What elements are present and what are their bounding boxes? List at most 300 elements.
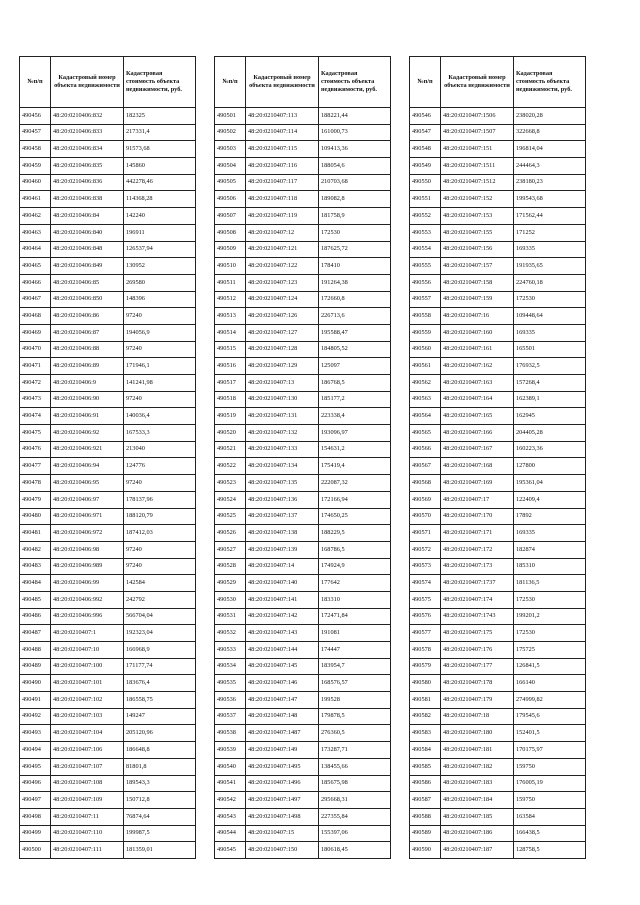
row-number-cell: 490503 — [215, 141, 246, 158]
row-number-cell: 490546 — [410, 108, 441, 125]
cadastral-value-cell: 210703,68 — [319, 174, 391, 191]
cadastral-value-cell: 172530 — [514, 625, 586, 642]
cadastral-number-cell: 48:20:0210407:141 — [246, 591, 319, 608]
cadastral-value-cell: 217331,4 — [124, 124, 196, 141]
cadastral-number-cell: 48:20:0210407:167 — [441, 441, 514, 458]
cadastral-value-cell: 223338,4 — [319, 408, 391, 425]
cadastral-table-1 — [19, 56, 196, 859]
row-number-cell: 490588 — [410, 808, 441, 825]
cadastral-number-cell: 48:20:0210407:158 — [441, 274, 514, 291]
table-row — [410, 274, 586, 291]
cadastral-number-cell: 48:20:0210407:149 — [246, 742, 319, 759]
table-header-row — [20, 57, 196, 108]
row-number-cell: 490515 — [215, 341, 246, 358]
row-number-cell: 490544 — [215, 825, 246, 842]
row-number-cell: 490538 — [215, 725, 246, 742]
cadastral-value-cell: 97240 — [124, 475, 196, 492]
cadastral-number-cell: 48:20:0210407:119 — [246, 208, 319, 225]
cadastral-number-cell: 48:20:0210407:150 — [246, 842, 319, 859]
cadastral-value-cell: 189082,8 — [319, 191, 391, 208]
table-row — [20, 525, 196, 542]
table-row — [410, 608, 586, 625]
cadastral-value-cell: 182325 — [124, 108, 196, 125]
table-row — [20, 608, 196, 625]
cadastral-number-cell: 48:20:0210406:833 — [51, 124, 124, 141]
cadastral-value-cell: 154631,2 — [319, 441, 391, 458]
row-number-cell: 490568 — [410, 475, 441, 492]
table-row — [215, 291, 391, 308]
table-row — [20, 158, 196, 175]
table-row — [20, 108, 196, 125]
table-row — [20, 141, 196, 158]
cadastral-number-cell: 48:20:0210407:136 — [246, 491, 319, 508]
cadastral-value-cell: 125097 — [319, 358, 391, 375]
cadastral-number-cell: 48:20:0210407:146 — [246, 675, 319, 692]
cadastral-number-cell: 48:20:0210407:122 — [246, 258, 319, 275]
cadastral-number-cell: 48:20:0210406:95 — [51, 475, 124, 492]
cadastral-number-cell: 48:20:0210406:85 — [51, 274, 124, 291]
table-row — [215, 725, 391, 742]
table-row — [20, 324, 196, 341]
cadastral-value-cell: 127800 — [514, 458, 586, 475]
table-row — [215, 792, 391, 809]
row-number-cell: 490519 — [215, 408, 246, 425]
cadastral-value-cell: 242792 — [124, 591, 196, 608]
row-number-cell: 490569 — [410, 491, 441, 508]
cadastral-value-cell: 142584 — [124, 575, 196, 592]
row-number-cell: 490527 — [215, 541, 246, 558]
cadastral-value-cell: 194056,9 — [124, 324, 196, 341]
row-number-cell: 490541 — [215, 775, 246, 792]
cadastral-number-cell: 48:20:0210407:135 — [246, 475, 319, 492]
table-row — [410, 441, 586, 458]
cadastral-number-cell: 48:20:0210407:134 — [246, 458, 319, 475]
cadastral-value-cell: 186648,8 — [124, 742, 196, 759]
row-number-cell: 490520 — [215, 425, 246, 442]
table-row — [20, 491, 196, 508]
cadastral-number-cell: 48:20:0210407:131 — [246, 408, 319, 425]
cadastral-value-cell: 199543,68 — [514, 191, 586, 208]
table-row — [20, 208, 196, 225]
table-row — [215, 108, 391, 125]
cadastral-value-cell: 155397,06 — [319, 825, 391, 842]
table-row — [215, 591, 391, 608]
cadastral-value-cell: 181136,5 — [514, 575, 586, 592]
cadastral-value-cell: 149247 — [124, 708, 196, 725]
table-row — [215, 141, 391, 158]
row-number-cell: 490530 — [215, 591, 246, 608]
row-number-cell: 490586 — [410, 775, 441, 792]
table-row — [410, 808, 586, 825]
row-number-cell: 490573 — [410, 558, 441, 575]
table-row — [20, 558, 196, 575]
cadastral-number-cell: 48:20:0210407:1498 — [246, 808, 319, 825]
cadastral-number-cell: 48:20:0210407:172 — [441, 541, 514, 558]
row-number-cell: 490456 — [20, 108, 51, 125]
cadastral-value-cell: 227355,84 — [319, 808, 391, 825]
cadastral-number-cell: 48:20:0210407:133 — [246, 441, 319, 458]
cadastral-number-cell: 48:20:0210407:177 — [441, 658, 514, 675]
table-row — [215, 241, 391, 258]
row-number-cell: 490528 — [215, 558, 246, 575]
cadastral-value-cell: 109448,64 — [514, 308, 586, 325]
cadastral-number-cell: 48:20:0210407:171 — [441, 525, 514, 542]
cadastral-number-cell: 48:20:0210407:155 — [441, 224, 514, 241]
row-number-cell: 490556 — [410, 274, 441, 291]
cadastral-value-cell: 168576,57 — [319, 675, 391, 692]
cadastral-value-cell: 169335 — [514, 241, 586, 258]
cadastral-number-cell: 48:20:0210407:114 — [246, 124, 319, 141]
cadastral-number-cell: 48:20:0210407:1506 — [441, 108, 514, 125]
table-row — [215, 658, 391, 675]
cadastral-number-cell: 48:20:0210407:137 — [246, 508, 319, 525]
table-row — [215, 541, 391, 558]
table-row — [215, 174, 391, 191]
row-number-cell: 490469 — [20, 324, 51, 341]
cadastral-number-cell: 48:20:0210407:142 — [246, 608, 319, 625]
table-row — [410, 541, 586, 558]
cadastral-number-cell: 48:20:0210407:132 — [246, 425, 319, 442]
row-number-cell: 490516 — [215, 358, 246, 375]
row-number-cell: 490459 — [20, 158, 51, 175]
row-number-cell: 490536 — [215, 692, 246, 709]
cadastral-number-cell: 48:20:0210407:102 — [51, 692, 124, 709]
table-row — [410, 758, 586, 775]
cadastral-number-cell: 48:20:0210407:181 — [441, 742, 514, 759]
table-row — [20, 224, 196, 241]
cadastral-value-cell: 442278,46 — [124, 174, 196, 191]
row-number-cell: 490457 — [20, 124, 51, 141]
row-number-cell: 490558 — [410, 308, 441, 325]
row-number-cell: 490574 — [410, 575, 441, 592]
cadastral-number-cell: 48:20:0210407:175 — [441, 625, 514, 642]
cadastral-value-cell: 181758,9 — [319, 208, 391, 225]
table-row — [215, 375, 391, 392]
cadastral-number-cell: 48:20:0210407:157 — [441, 258, 514, 275]
cadastral-number-cell: 48:20:0210406:848 — [51, 241, 124, 258]
table-row — [215, 558, 391, 575]
cadastral-value-cell: 122409,4 — [514, 491, 586, 508]
table-row — [20, 742, 196, 759]
table-row — [20, 825, 196, 842]
cadastral-number-cell: 48:20:0210407:182 — [441, 758, 514, 775]
header-number: №п/п — [215, 57, 246, 108]
cadastral-number-cell: 48:20:0210407:161 — [441, 341, 514, 358]
table-row — [20, 475, 196, 492]
cadastral-number-cell: 48:20:0210407:116 — [246, 158, 319, 175]
cadastral-value-cell: 222087,32 — [319, 475, 391, 492]
cadastral-number-cell: 48:20:0210407:139 — [246, 541, 319, 558]
table-row — [215, 775, 391, 792]
cadastral-number-cell: 48:20:0210407:140 — [246, 575, 319, 592]
table-row — [410, 575, 586, 592]
cadastral-number-cell: 48:20:0210407:144 — [246, 642, 319, 659]
table-row — [20, 124, 196, 141]
header-cadastral-number: Кадастровый номер объекта недвижимости — [441, 57, 514, 108]
table-row — [215, 224, 391, 241]
cadastral-number-cell: 48:20:0210407:148 — [246, 708, 319, 725]
row-number-cell: 490473 — [20, 391, 51, 408]
cadastral-value-cell: 199987,5 — [124, 825, 196, 842]
cadastral-value-cell: 172530 — [514, 591, 586, 608]
table-row — [410, 842, 586, 859]
row-number-cell: 490531 — [215, 608, 246, 625]
row-number-cell: 490554 — [410, 241, 441, 258]
cadastral-value-cell: 566704,04 — [124, 608, 196, 625]
cadastral-value-cell: 238180,23 — [514, 174, 586, 191]
table-row — [410, 224, 586, 241]
row-number-cell: 490571 — [410, 525, 441, 542]
cadastral-number-cell: 48:20:0210407:187 — [441, 842, 514, 859]
row-number-cell: 490580 — [410, 675, 441, 692]
cadastral-number-cell: 48:20:0210407:1487 — [246, 725, 319, 742]
header-number: №п/п — [410, 57, 441, 108]
cadastral-number-cell: 48:20:0210406:98 — [51, 541, 124, 558]
row-number-cell: 490464 — [20, 241, 51, 258]
table-row — [410, 208, 586, 225]
row-number-cell: 490467 — [20, 291, 51, 308]
cadastral-number-cell: 48:20:0210406:86 — [51, 308, 124, 325]
cadastral-number-cell: 48:20:0210406:84 — [51, 208, 124, 225]
table-header-row — [410, 57, 586, 108]
header-cadastral-number: Кадастровый номер объекта недвижимости — [246, 57, 319, 108]
cadastral-value-cell: 176932,5 — [514, 358, 586, 375]
cadastral-value-cell: 295668,31 — [319, 792, 391, 809]
row-number-cell: 490539 — [215, 742, 246, 759]
table-row — [410, 725, 586, 742]
cadastral-value-cell: 172471,84 — [319, 608, 391, 625]
table-row — [410, 508, 586, 525]
table-row — [20, 258, 196, 275]
table-row — [20, 625, 196, 642]
cadastral-number-cell: 48:20:0210407:124 — [246, 291, 319, 308]
cadastral-value-cell: 176005,19 — [514, 775, 586, 792]
row-number-cell: 490572 — [410, 541, 441, 558]
table-header-row — [215, 57, 391, 108]
cadastral-number-cell: 48:20:0210407:10 — [51, 642, 124, 659]
row-number-cell: 490497 — [20, 792, 51, 809]
cadastral-number-cell: 48:20:0210407:117 — [246, 174, 319, 191]
cadastral-value-cell: 150712,8 — [124, 792, 196, 809]
cadastral-number-cell: 48:20:0210406:89 — [51, 358, 124, 375]
row-number-cell: 490584 — [410, 742, 441, 759]
cadastral-value-cell: 172166,94 — [319, 491, 391, 508]
cadastral-number-cell: 48:20:0210406:91 — [51, 408, 124, 425]
cadastral-value-cell: 183676,4 — [124, 675, 196, 692]
cadastral-number-cell: 48:20:0210407:129 — [246, 358, 319, 375]
cadastral-value-cell: 163584 — [514, 808, 586, 825]
table-row — [215, 124, 391, 141]
row-number-cell: 490562 — [410, 375, 441, 392]
row-number-cell: 490498 — [20, 808, 51, 825]
cadastral-number-cell: 48:20:0210406:972 — [51, 525, 124, 542]
row-number-cell: 490509 — [215, 241, 246, 258]
cadastral-value-cell: 76874,64 — [124, 808, 196, 825]
row-number-cell: 490525 — [215, 508, 246, 525]
table-row — [215, 842, 391, 859]
cadastral-value-cell: 142240 — [124, 208, 196, 225]
cadastral-number-cell: 48:20:0210406:97 — [51, 491, 124, 508]
row-number-cell: 490492 — [20, 708, 51, 725]
row-number-cell: 490475 — [20, 425, 51, 442]
row-number-cell: 490471 — [20, 358, 51, 375]
cadastral-value-cell: 188221,44 — [319, 108, 391, 125]
row-number-cell: 490535 — [215, 675, 246, 692]
cadastral-number-cell: 48:20:0210407:130 — [246, 391, 319, 408]
table-row — [215, 408, 391, 425]
row-number-cell: 490590 — [410, 842, 441, 859]
cadastral-value-cell: 170175,97 — [514, 742, 586, 759]
table-row — [20, 508, 196, 525]
cadastral-value-cell: 184805,52 — [319, 341, 391, 358]
table-row — [410, 258, 586, 275]
table-row — [215, 642, 391, 659]
cadastral-value-cell: 185177,2 — [319, 391, 391, 408]
cadastral-table-2 — [214, 56, 391, 859]
row-number-cell: 490540 — [215, 758, 246, 775]
cadastral-number-cell: 48:20:0210406:992 — [51, 591, 124, 608]
table-row — [410, 642, 586, 659]
row-number-cell: 490537 — [215, 708, 246, 725]
row-number-cell: 490487 — [20, 625, 51, 642]
cadastral-number-cell: 48:20:0210406:834 — [51, 141, 124, 158]
row-number-cell: 490465 — [20, 258, 51, 275]
row-number-cell: 490466 — [20, 274, 51, 291]
row-number-cell: 490518 — [215, 391, 246, 408]
cadastral-number-cell: 48:20:0210407:118 — [246, 191, 319, 208]
header-cadastral-value: Кадастровая стоимость объекта недвижимости, руб. — [319, 57, 391, 108]
table-row — [410, 191, 586, 208]
cadastral-value-cell: 172530 — [514, 291, 586, 308]
row-number-cell: 490504 — [215, 158, 246, 175]
table-row — [20, 642, 196, 659]
table-row — [215, 692, 391, 709]
table-row — [20, 291, 196, 308]
cadastral-value-cell: 17892 — [514, 508, 586, 525]
row-number-cell: 490476 — [20, 441, 51, 458]
cadastral-number-cell: 48:20:0210407:113 — [246, 108, 319, 125]
cadastral-value-cell: 181359,01 — [124, 842, 196, 859]
row-number-cell: 490542 — [215, 792, 246, 809]
header-cadastral-number: Кадастровый номер объекта недвижимости — [51, 57, 124, 108]
table-row — [410, 625, 586, 642]
row-number-cell: 490522 — [215, 458, 246, 475]
cadastral-value-cell: 213040 — [124, 441, 196, 458]
cadastral-value-cell: 174447 — [319, 642, 391, 659]
table-row — [20, 174, 196, 191]
table-row — [410, 158, 586, 175]
cadastral-number-cell: 48:20:0210406:836 — [51, 174, 124, 191]
cadastral-value-cell: 175419,4 — [319, 458, 391, 475]
cadastral-value-cell: 186768,5 — [319, 375, 391, 392]
cadastral-value-cell: 199201,2 — [514, 608, 586, 625]
header-cadastral-value: Кадастровая стоимость объекта недвижимости, руб. — [124, 57, 196, 108]
cadastral-number-cell: 48:20:0210407:165 — [441, 408, 514, 425]
table-row — [215, 575, 391, 592]
cadastral-number-cell: 48:20:0210407:127 — [246, 324, 319, 341]
cadastral-number-cell: 48:20:0210407:143 — [246, 625, 319, 642]
row-number-cell: 490575 — [410, 591, 441, 608]
cadastral-number-cell: 48:20:0210407:159 — [441, 291, 514, 308]
cadastral-number-cell: 48:20:0210406:838 — [51, 191, 124, 208]
row-number-cell: 490463 — [20, 224, 51, 241]
cadastral-number-cell: 48:20:0210407:103 — [51, 708, 124, 725]
cadastral-value-cell: 162945 — [514, 408, 586, 425]
cadastral-value-cell: 169335 — [514, 324, 586, 341]
cadastral-value-cell: 178410 — [319, 258, 391, 275]
cadastral-value-cell: 166438,5 — [514, 825, 586, 842]
row-number-cell: 490526 — [215, 525, 246, 542]
table-row — [215, 708, 391, 725]
cadastral-value-cell: 322668,8 — [514, 124, 586, 141]
cadastral-number-cell: 48:20:0210406:971 — [51, 508, 124, 525]
table-row — [215, 508, 391, 525]
cadastral-number-cell: 48:20:0210407:169 — [441, 475, 514, 492]
cadastral-number-cell: 48:20:0210407:18 — [441, 708, 514, 725]
row-number-cell: 490511 — [215, 274, 246, 291]
table-row — [410, 391, 586, 408]
cadastral-number-cell: 48:20:0210406:90 — [51, 391, 124, 408]
table-row — [410, 324, 586, 341]
cadastral-number-cell: 48:20:0210407:151 — [441, 141, 514, 158]
cadastral-value-cell: 174650,25 — [319, 508, 391, 525]
row-number-cell: 490578 — [410, 642, 441, 659]
cadastral-number-cell: 48:20:0210407:1497 — [246, 792, 319, 809]
cadastral-number-cell: 48:20:0210407:174 — [441, 591, 514, 608]
cadastral-value-cell: 191935,65 — [514, 258, 586, 275]
cadastral-value-cell: 169335 — [514, 525, 586, 542]
cadastral-value-cell: 97240 — [124, 541, 196, 558]
cadastral-number-cell: 48:20:0210407:107 — [51, 758, 124, 775]
cadastral-number-cell: 48:20:0210407:121 — [246, 241, 319, 258]
cadastral-value-cell: 161000,73 — [319, 124, 391, 141]
row-number-cell: 490470 — [20, 341, 51, 358]
table-row — [20, 692, 196, 709]
row-number-cell: 490490 — [20, 675, 51, 692]
table-row — [410, 241, 586, 258]
cadastral-value-cell: 173287,71 — [319, 742, 391, 759]
cadastral-value-cell: 91573,68 — [124, 141, 196, 158]
cadastral-value-cell: 138455,66 — [319, 758, 391, 775]
cadastral-value-cell: 191264,38 — [319, 274, 391, 291]
table-row — [215, 608, 391, 625]
row-number-cell: 490499 — [20, 825, 51, 842]
cadastral-number-cell: 48:20:0210407:176 — [441, 642, 514, 659]
table-row — [20, 675, 196, 692]
cadastral-value-cell: 199528 — [319, 692, 391, 709]
cadastral-number-cell: 48:20:0210406:996 — [51, 608, 124, 625]
row-number-cell: 490494 — [20, 742, 51, 759]
cadastral-value-cell: 165501 — [514, 341, 586, 358]
cadastral-value-cell: 166140 — [514, 675, 586, 692]
row-number-cell: 490577 — [410, 625, 441, 642]
cadastral-value-cell: 97240 — [124, 391, 196, 408]
row-number-cell: 490560 — [410, 341, 441, 358]
row-number-cell: 490458 — [20, 141, 51, 158]
row-number-cell: 490481 — [20, 525, 51, 542]
cadastral-number-cell: 48:20:0210407:160 — [441, 324, 514, 341]
cadastral-value-cell: 196911 — [124, 224, 196, 241]
cadastral-number-cell: 48:20:0210406:92 — [51, 425, 124, 442]
row-number-cell: 490513 — [215, 308, 246, 325]
row-number-cell: 490480 — [20, 508, 51, 525]
row-number-cell: 490482 — [20, 541, 51, 558]
header-number: №п/п — [20, 57, 51, 108]
table-row — [215, 475, 391, 492]
cadastral-number-cell: 48:20:0210407:168 — [441, 458, 514, 475]
cadastral-number-cell: 48:20:0210407:147 — [246, 692, 319, 709]
cadastral-number-cell: 48:20:0210407:101 — [51, 675, 124, 692]
